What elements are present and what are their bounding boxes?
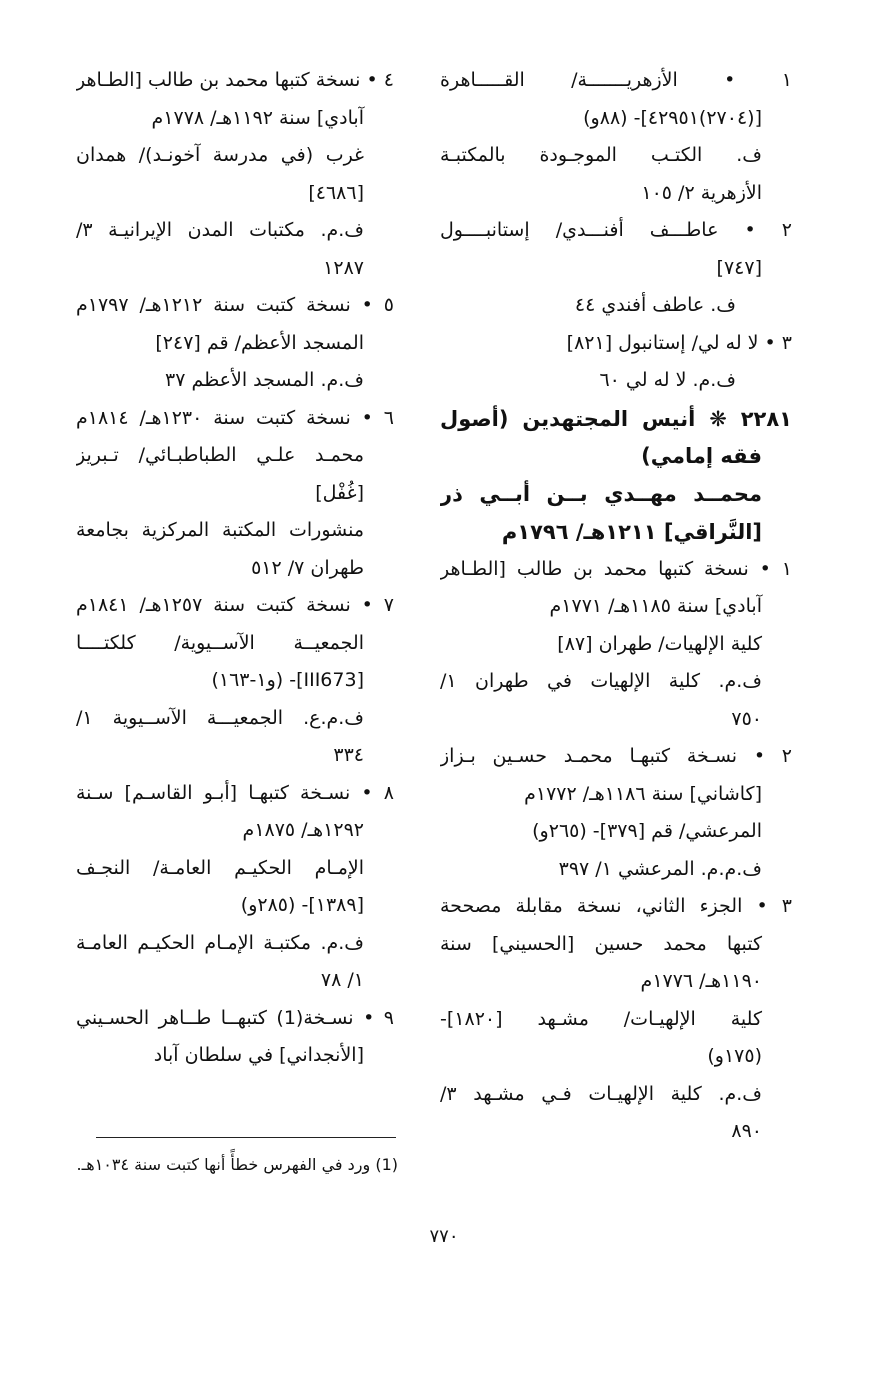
page-number: ٧٧٠ — [429, 1226, 459, 1247]
left-column-line: الجمعيــة الآســيوية/ كلكتــــا — [76, 631, 364, 654]
left-column-line: ف.م. مكتبات المدن الإيرانيـة ٣/ — [76, 219, 364, 241]
left-column-line: ٤ • نسخة كتبها محمد بن طالب [الطـاهر — [76, 69, 394, 91]
footnote: (1) ورد في الفهرس خطأً أنها كتبت سنة ١٠٣٤هـ. — [76, 1155, 398, 1174]
left-column-line: منشورات المكتبة المركزية بجامعة — [76, 519, 364, 541]
left-column-line: [٤٦٨٦] — [308, 181, 364, 204]
right-column-line: ٣ • لا له لي/ إستانبول [٨٢١] — [566, 331, 792, 354]
left-column-line: الإمـام الحكيـم العامـة/ النجـف — [76, 856, 364, 879]
left-column-line: [الأنجداني] في سلطان آباد — [153, 1044, 364, 1066]
right-column-line: ف.م. كلية الإلهيـات فـي مشـهد ٣/ — [440, 1082, 762, 1105]
left-column-line: ٨ • نسـخة كتبهـا [أبـو القاسـم] سـنة — [76, 781, 394, 804]
right-column-line: ٢ • نسـخة كتبهـا محمـد حسـين بـزاز — [440, 745, 792, 767]
left-column-line: ف.م.ع. الجمعيـــة الآســيوية ١/ — [76, 706, 364, 729]
right-column-line: كتبها محمد حسين [الحسيني] سنة — [440, 932, 762, 955]
left-column-line: ١٢٩٢هـ/ ١٨٧٥م — [242, 819, 364, 841]
left-column-line: آبادي] سنة ١١٩٢هـ/ ١٧٧٨م — [151, 106, 364, 129]
right-column-line: [النَّراقي] ١٢١١هـ/ ١٧٩٦م — [501, 519, 762, 544]
left-column-line: ف.م. المسجد الأعظم ٣٧ — [164, 369, 364, 391]
right-column-line: ٣ • الجزء الثاني، نسخة مقابلة مصححة — [440, 895, 792, 917]
left-column — [76, 62, 394, 1075]
left-column-line: ٣٣٤ — [333, 744, 364, 766]
footnote-separator — [96, 1137, 396, 1138]
right-column-line: ٧٥٠ — [731, 707, 762, 730]
right-column-line: كلية الإلهيات/ طهران [٨٧] — [557, 632, 762, 655]
right-column-line: ف.م. كلية الإلهيات في طهران ١/ — [440, 670, 762, 692]
left-column-line: [١٣٨٩]- (٢٨٥و) — [240, 894, 364, 916]
right-column-line: ٢٢٨١ ❋ أنيس المجتهدين (أصول — [440, 406, 792, 431]
left-column-line: ٩ • نسـخة(1) كتبهــا طــاهر الحسـيني — [76, 1006, 394, 1029]
right-column-line: (١٧٥و) — [707, 1045, 762, 1067]
right-column-line: [كاشاني] سنة ١١٨٦هـ/ ١٧٧٢م — [524, 782, 762, 805]
right-column-line: ف.م. لا له لي ٦٠ — [599, 369, 736, 391]
left-column-line: غرب (في مدرسة آخونـد)/ همدان — [76, 144, 364, 166]
right-column-line: كلية الإلهيـات/ مشـهد [١٨٢٠]- — [440, 1007, 762, 1030]
right-column-line: محمــد مهــدي بــن أبــي ذر — [440, 482, 762, 506]
right-column-line: ١ • الأزهريـــــــة/ القـــــاهرة — [440, 69, 792, 91]
left-column-line: محمـد علـي الطباطبـائي/ تـبريز — [76, 444, 364, 466]
right-column-line: الأزهرية ٢/ ١٠٥ — [641, 181, 762, 204]
left-column-line: ٧ • نسخة كتبت سنة ١٢٥٧هـ/ ١٨٤١م — [76, 594, 394, 616]
right-column-line: المرعشي/ قم [٣٧٩]- (٢٦٥و) — [532, 820, 762, 842]
right-column-line: آبادي] سنة ١١٨٥هـ/ ١٧٧١م — [549, 595, 762, 617]
right-column-line: فقه إمامي) — [641, 444, 762, 468]
right-column-line: [٧٤٧] — [716, 256, 762, 279]
left-column-line: المسجد الأعظم/ قم [٢٤٧] — [155, 331, 364, 354]
right-column-line: ف.م.م. المرعشي ١/ ٣٩٧ — [558, 857, 762, 880]
right-column-line: ف. الكتـب الموجـودة بالمكتبـة — [440, 144, 762, 166]
left-column-line: ٦ • نسخة كتبت سنة ١٢٣٠هـ/ ١٨١٤م — [76, 406, 394, 429]
right-column-line: ٨٩٠ — [731, 1120, 762, 1142]
left-column-line: طهران ٧/ ٥١٢ — [251, 556, 364, 579]
left-column-line: ١/ ٧٨ — [320, 969, 364, 991]
right-column-line: ١١٩٠هـ/ ١٧٧٦م — [640, 970, 762, 992]
left-column-line: ف.م. مكتبـة الإمـام الحكيـم العامـة — [76, 931, 364, 954]
right-column-line: ١ • نسخة كتبها محمد بن طالب [الطـاهر — [440, 557, 792, 580]
right-column-line: [(٢٧٠٤)٤٢٩٥١]- (٨٨و) — [583, 106, 762, 129]
left-column-line: ٥ • نسخة كتبت سنة ١٢١٢هـ/ ١٧٩٧م — [76, 294, 394, 316]
left-column-line: [غُفْل] — [315, 481, 364, 504]
right-column — [440, 62, 792, 1151]
right-column-line: ٢ • عاطـــف أفنـــدي/ إستانبــــول — [440, 219, 792, 241]
left-column-line: [III673]- (و١-١٦٣) — [211, 669, 364, 691]
right-column-line: ف. عاطف أفندي ٤٤ — [574, 294, 736, 316]
left-column-line: ١٢٨٧ — [323, 256, 364, 279]
